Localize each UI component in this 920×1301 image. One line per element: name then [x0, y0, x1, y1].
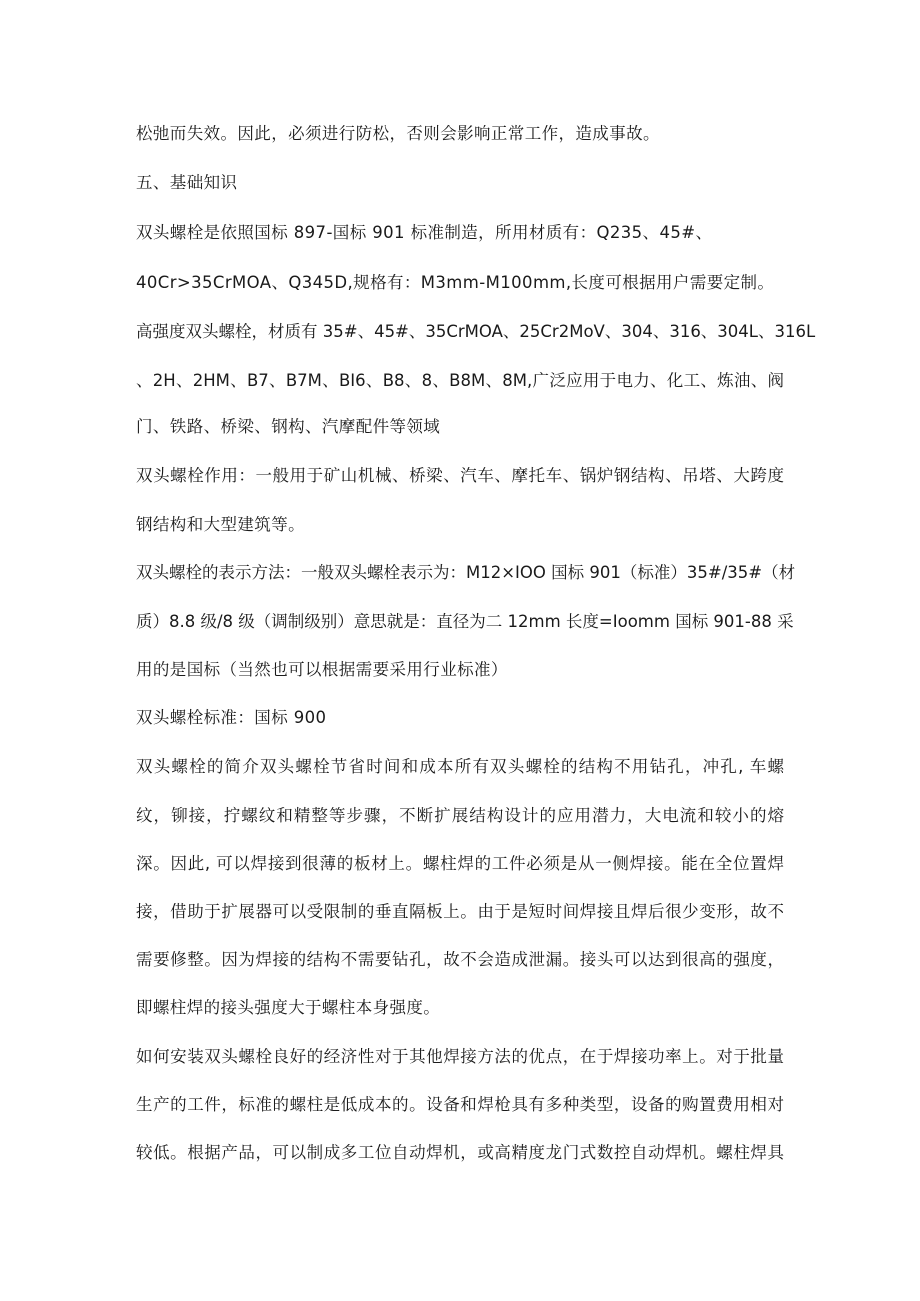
text-line: 钢结构和大型建筑等。 [136, 515, 305, 534]
text-line: 接，借助于扩展器可以受限制的垂直隔板上。由于是短时间焊接且焊后很少变形，故不 [136, 902, 784, 921]
text-line: 如何安装双头螺栓良好的经济性对于其他焊接方法的优点，在于焊接功率上。对于批量 [136, 1047, 784, 1066]
text-line: 门、铁路、桥梁、钢构、汽摩配件等领域 [136, 417, 441, 436]
text-line: 用的是国标（当然也可以根据需要采用行业标准） [136, 660, 508, 679]
text-line: 双头螺栓作用：一般用于矿山机械、桥梁、汽车、摩托车、锅炉钢结构、吊塔、大跨度 [136, 466, 784, 485]
text-line: 深。因此, 可以焊接到很薄的板材上。螺柱焊的工件必须是从一侧焊接。能在全位置焊 [136, 854, 784, 873]
text-line: 即螺柱焊的接头强度大于螺柱本身强度。 [136, 998, 441, 1017]
text-line: 、2H、2HM、B7、B7M、BI6、B8、8、B8M、8M,广泛应用于电力、化工、炼油、阀 [136, 371, 784, 390]
text-line: 生产的工件，标准的螺柱是低成本的。设备和焊枪具有多种类型，设备的购置费用相对 [136, 1095, 784, 1114]
text-line: 较低。根据产品，可以制成多工位自动焊机，或高精度龙门式数控自动焊机。螺柱焊具 [136, 1143, 784, 1162]
text-line: 双头螺栓的简介双头螺栓节省时间和成本所有双头螺栓的结构不用钻孔，冲孔, 车螺 [136, 757, 784, 776]
text-line: 高强度双头螺栓，材质有 35#、45#、35CrMOA、25Cr2MoV、304、316、304L、316L [136, 322, 816, 341]
text-line: 纹，铆接，拧螺纹和精整等步骤，不断扩展结构设计的应用潜力，大电流和较小的熔 [136, 806, 784, 825]
text-line: 双头螺栓标准：国标 900 [136, 708, 327, 727]
text-line: 双头螺栓的表示方法：一般双头螺栓表示为：M12×IOO 国标 901（标准）35#/35#（材 [136, 563, 796, 582]
text-line: 双头螺栓是依照国标 897-国标 901 标准制造，所用材质有：Q235、45#、 [136, 223, 713, 242]
section-heading: 五、基础知识 [136, 173, 238, 192]
text-line: 质）8.8 级/8 级（调制级别）意思就是：直径为二 12mm 长度=Ioomm 国标 901-88 采 [136, 612, 794, 631]
text-line: 40Cr>35CrMOA、Q345D,规格有：M3mm-M100mm,长度可根据用户需要定制。 [136, 273, 775, 292]
text-line: 松弛而失效。因此，必须进行防松，否则会影响正常工作，造成事故。 [136, 124, 660, 143]
text-line: 需要修整。因为焊接的结构不需要钻孔，故不会造成泄漏。接头可以达到很高的强度， [136, 950, 784, 969]
